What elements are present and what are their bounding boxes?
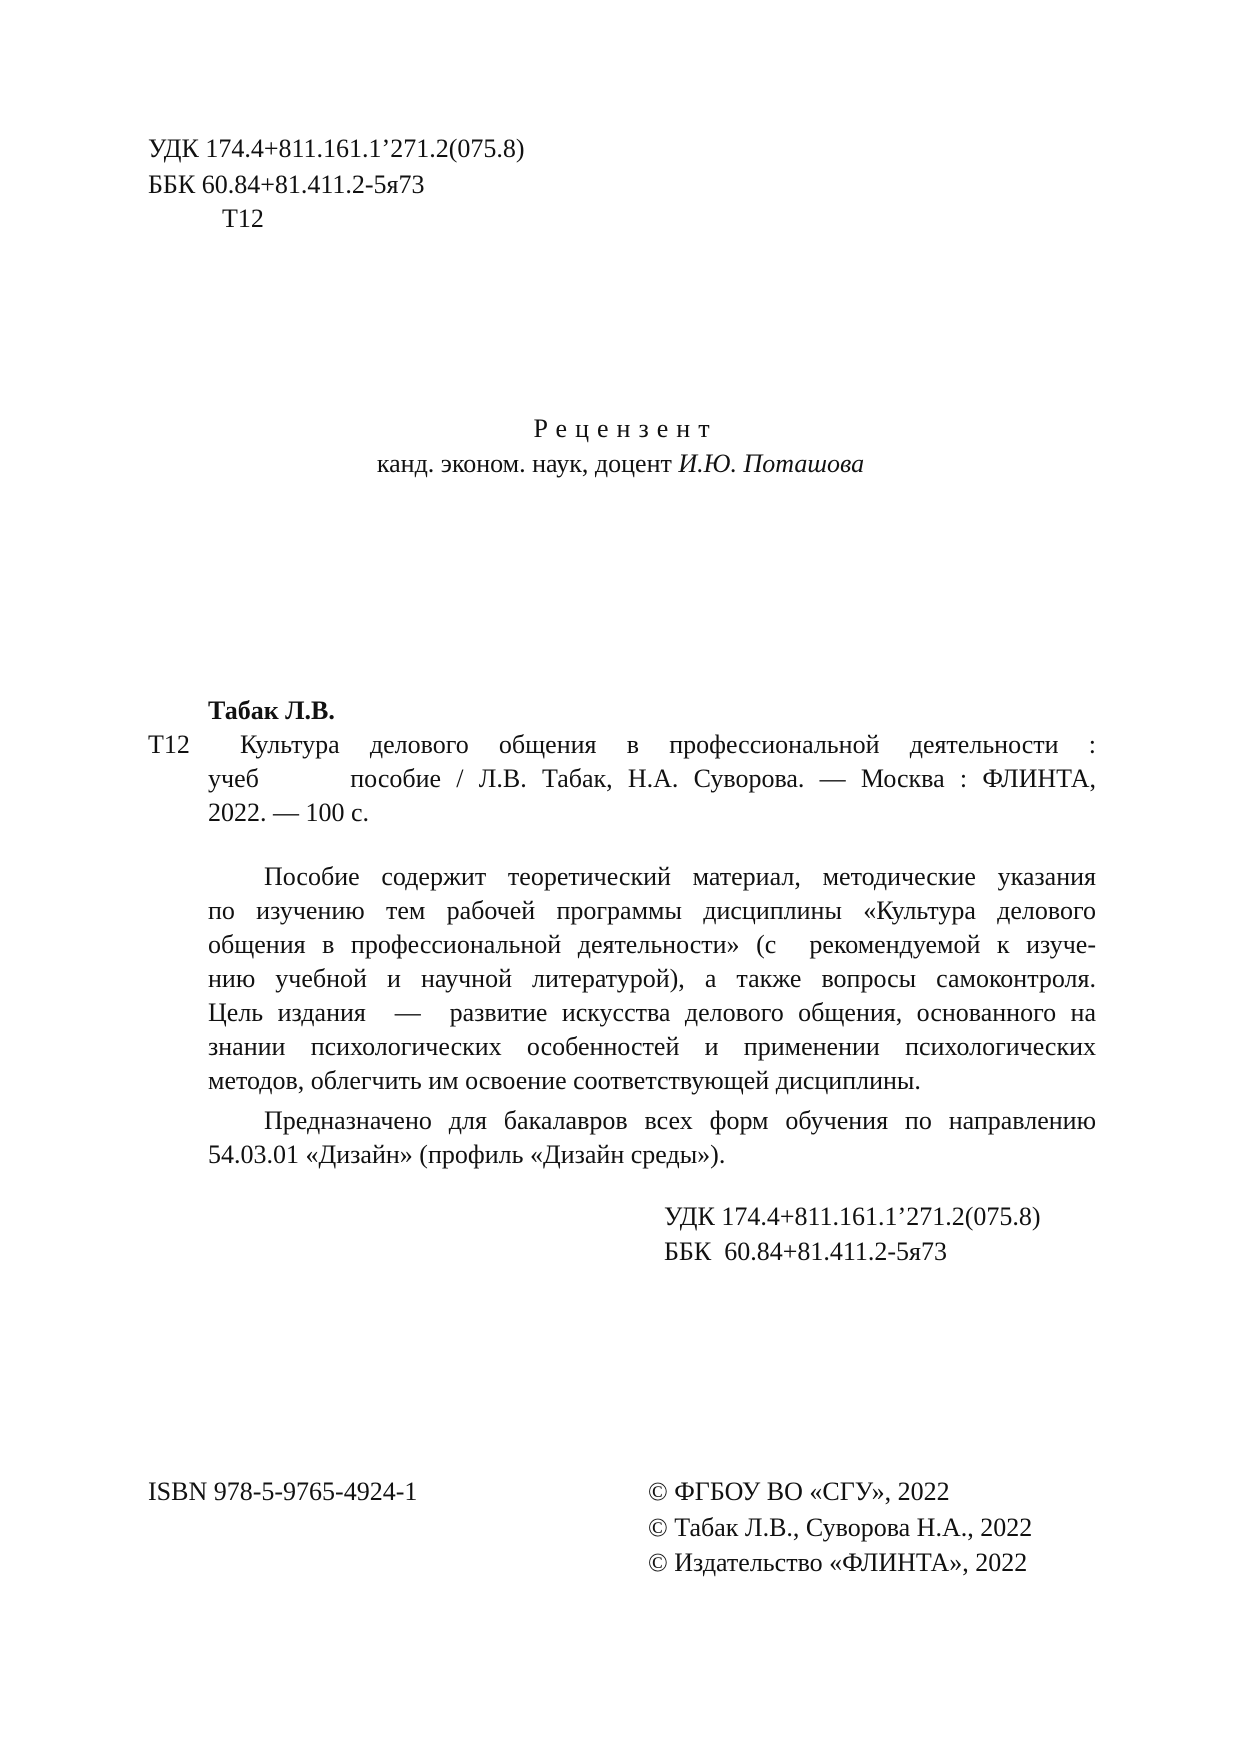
annotation-p1-line: нию учебной и научной литературой), а также вопросы самоконтроля. [208, 964, 1096, 993]
reviewer-name: И.Ю. Поташова [678, 449, 865, 478]
annotation-p2-line: Предназначено для бакалавров всех форм обучения по направлению [264, 1106, 1096, 1135]
reviewer-credentials: канд. эконом. наук, доцент [376, 449, 679, 478]
reviewer-heading: Рецензент [533, 414, 718, 443]
bbk-code-top: ББК 60.84+81.411.2-5я73 [148, 170, 425, 199]
annotation-p1-line: знании психологических особенностей и применении психологических [208, 1032, 1096, 1061]
cutter-code-main: Т12 [148, 730, 190, 759]
bib-line-2: учеб пособие / Л.В. Табак, Н.А. Суворова. — Москва : ФЛИНТА, [208, 764, 1096, 793]
annotation-paragraph-2 [208, 1104, 1096, 1172]
annotation-paragraph-1 [208, 860, 1096, 1098]
bbk-code-bottom: ББК 60.84+81.411.2-5я73 [664, 1237, 948, 1266]
annotation-p2-line: 54.03.01 «Дизайн» (профиль «Дизайн среды»). [208, 1140, 726, 1169]
author-name: Табак Л.В. [208, 696, 335, 725]
udk-code-bottom: УДК 174.4+811.161.1’271.2(075.8) [664, 1202, 1041, 1231]
annotation-p1-line: по изучению тем рабочей программы дисциплины «Культура делового [208, 896, 1096, 925]
isbn: ISBN 978-5-9765-4924-1 [148, 1477, 418, 1506]
bib-line-3: 2022. — 100 с. [208, 798, 370, 827]
copyright-line: © ФГБОУ ВО «СГУ», 2022 [648, 1477, 950, 1506]
cutter-code-top: Т12 [222, 204, 264, 233]
annotation-p1-line: Пособие содержит теоретический материал, методические указания [264, 862, 1096, 891]
annotation-p1-line: общения в профессиональной деятельности» (с рекомендуемой к изуче- [208, 930, 1096, 959]
bib-line-1: Культура делового общения в профессиональной деятельности : [240, 730, 1096, 759]
copyright-line: © Табак Л.В., Суворова Н.А., 2022 [648, 1513, 1033, 1542]
copyright-line: © Издательство «ФЛИНТА», 2022 [648, 1548, 1028, 1577]
annotation-p1-line: методов, облегчить им освоение соответствующей дисциплины. [208, 1066, 921, 1095]
udk-code-top: УДК 174.4+811.161.1’271.2(075.8) [148, 134, 525, 163]
reviewer-line [0, 447, 1241, 481]
annotation-p1-line: Цель издания — развитие искусства делового общения, основанного на [208, 998, 1096, 1027]
